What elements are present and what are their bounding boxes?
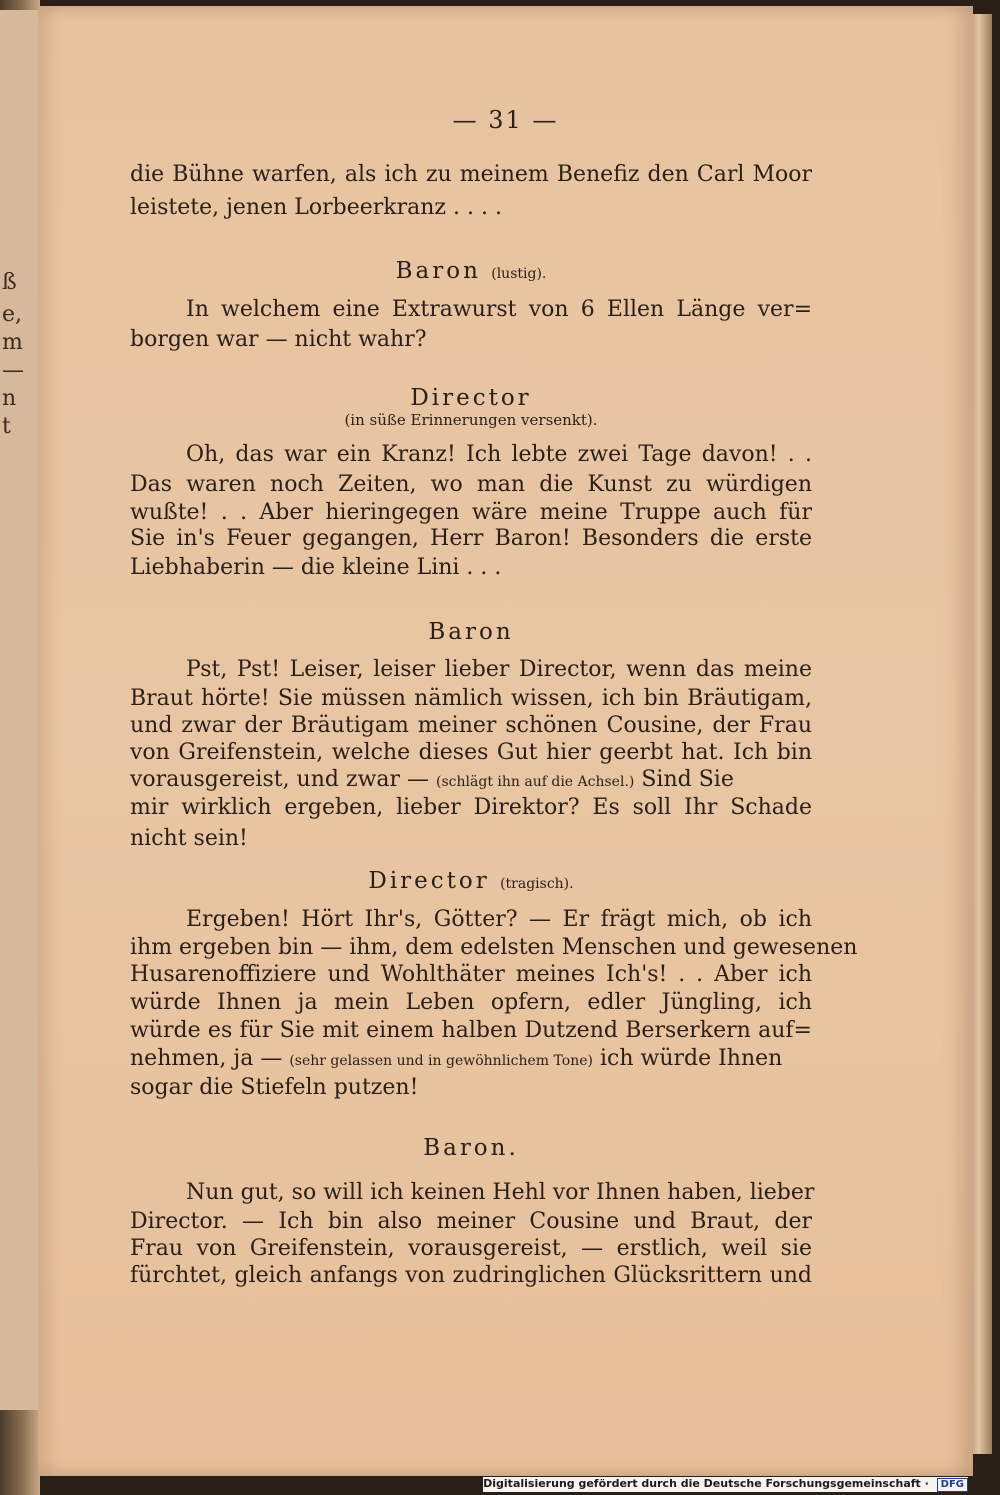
text-line: und zwar der Bräutigam meiner schönen Cousine, der Frau bbox=[130, 713, 812, 738]
text-line: sogar die Stiefeln putzen! bbox=[130, 1075, 419, 1100]
credit-text: Digitalisierung gefördert durch die Deutsche Forschungsgemeinschaft · bbox=[483, 1477, 929, 1490]
text-line: Director. — Ich bin also meiner Cousine und Braut, der bbox=[130, 1209, 812, 1234]
speaker-name: Baron bbox=[395, 258, 481, 284]
text-line: mir wirklich ergeben, lieber Direktor? Es soll Ihr Schade bbox=[130, 795, 812, 820]
previous-page-sliver bbox=[0, 10, 39, 1410]
sliver-fragment: ß bbox=[2, 270, 17, 295]
stage-direction: (tragisch). bbox=[500, 876, 574, 892]
text-line: Ergeben! Hört Ihr's, Götter? — Er frägt mich, ob ich bbox=[186, 907, 812, 932]
speaker-heading bbox=[130, 866, 812, 899]
speaker-name: Baron. bbox=[423, 1135, 519, 1161]
text-line: leistete, jenen Lorbeerkranz . . . . bbox=[130, 195, 502, 220]
text-line: würde Ihnen ja mein Leben opfern, edler Jüngling, ich bbox=[130, 990, 812, 1015]
digitization-credit bbox=[483, 1477, 968, 1492]
text-line: Pst, Pst! Leiser, leiser lieber Director, wenn das meine bbox=[186, 657, 812, 682]
text-line: wußte! . . Aber hieringegen wäre meine Truppe auch für bbox=[130, 500, 812, 525]
page-number: — 31 — bbox=[452, 106, 559, 134]
speaker-heading bbox=[130, 617, 812, 647]
text-line: Das waren noch Zeiten, wo man die Kunst zu würdigen bbox=[130, 472, 812, 497]
stage-direction: (in süße Erinnerungen versenkt). bbox=[344, 411, 598, 429]
text-fragment: ich würde Ihnen bbox=[599, 1046, 783, 1071]
text-line: ihm ergeben bin — ihm, dem edelsten Menschen und gewesenen bbox=[130, 935, 858, 960]
text-line: nicht sein! bbox=[130, 826, 248, 851]
speaker-name: Director bbox=[368, 868, 490, 894]
text-line: Liebhaberin — die kleine Lini . . . bbox=[130, 555, 502, 580]
speaker-heading bbox=[130, 256, 812, 289]
text-line: Oh, das war ein Kranz! Ich lebte zwei Tage davon! . . bbox=[186, 442, 812, 467]
stage-direction: (sehr gelassen und in gewöhnlichem Tone) bbox=[289, 1053, 593, 1069]
text-line: von Greifenstein, welche dieses Gut hier geerbt hat. Ich bin bbox=[130, 740, 812, 765]
text-line: In welchem eine Extrawurst von 6 Ellen Länge ver= bbox=[186, 297, 812, 322]
text-fragment: Sind Sie bbox=[641, 767, 734, 792]
text-line: Frau von Greifenstein, vorausgereist, — erstlich, weil sie bbox=[130, 1236, 812, 1261]
sliver-fragment: e, bbox=[2, 302, 23, 327]
sliver-fragment: — bbox=[2, 358, 24, 383]
dfg-logo: DFG bbox=[937, 1478, 968, 1492]
text-line bbox=[130, 1044, 812, 1076]
stage-direction: (lustig). bbox=[491, 266, 547, 282]
text-line: Braut hörte! Sie müssen nämlich wissen, ich bin Bräutigam, bbox=[130, 686, 812, 711]
text-fragment: nehmen, ja — bbox=[130, 1046, 283, 1071]
text-line: Husarenoffiziere und Wohlthäter meines Ich's! . . Aber ich bbox=[130, 962, 812, 987]
text-line: borgen war — nicht wahr? bbox=[130, 327, 427, 352]
speaker-name: Director bbox=[410, 385, 532, 411]
text-line: Nun gut, so will ich keinen Hehl vor Ihnen haben, lieber bbox=[186, 1180, 815, 1205]
text-fragment: vorausgereist, und zwar — bbox=[130, 767, 430, 792]
stage-direction: (schlägt ihn auf die Achsel.) bbox=[436, 774, 635, 790]
text-line: würde es für Sie mit einem halben Dutzend Berserkern auf= bbox=[130, 1018, 812, 1043]
text-line: fürchtet, gleich anfangs von zudringlichen Glücksrittern und bbox=[130, 1263, 812, 1288]
text-line: Sie in's Feuer gegangen, Herr Baron! Besonders die erste bbox=[130, 526, 812, 551]
speaker-heading bbox=[130, 1133, 812, 1163]
sliver-fragment: m bbox=[2, 330, 23, 355]
speaker-heading bbox=[130, 383, 812, 413]
sliver-fragment: n bbox=[2, 386, 17, 411]
sliver-fragment: t bbox=[2, 414, 11, 439]
text-line: die Bühne warfen, als ich zu meinem Benefiz den Carl Moor bbox=[130, 162, 812, 187]
speaker-name: Baron bbox=[428, 619, 514, 645]
